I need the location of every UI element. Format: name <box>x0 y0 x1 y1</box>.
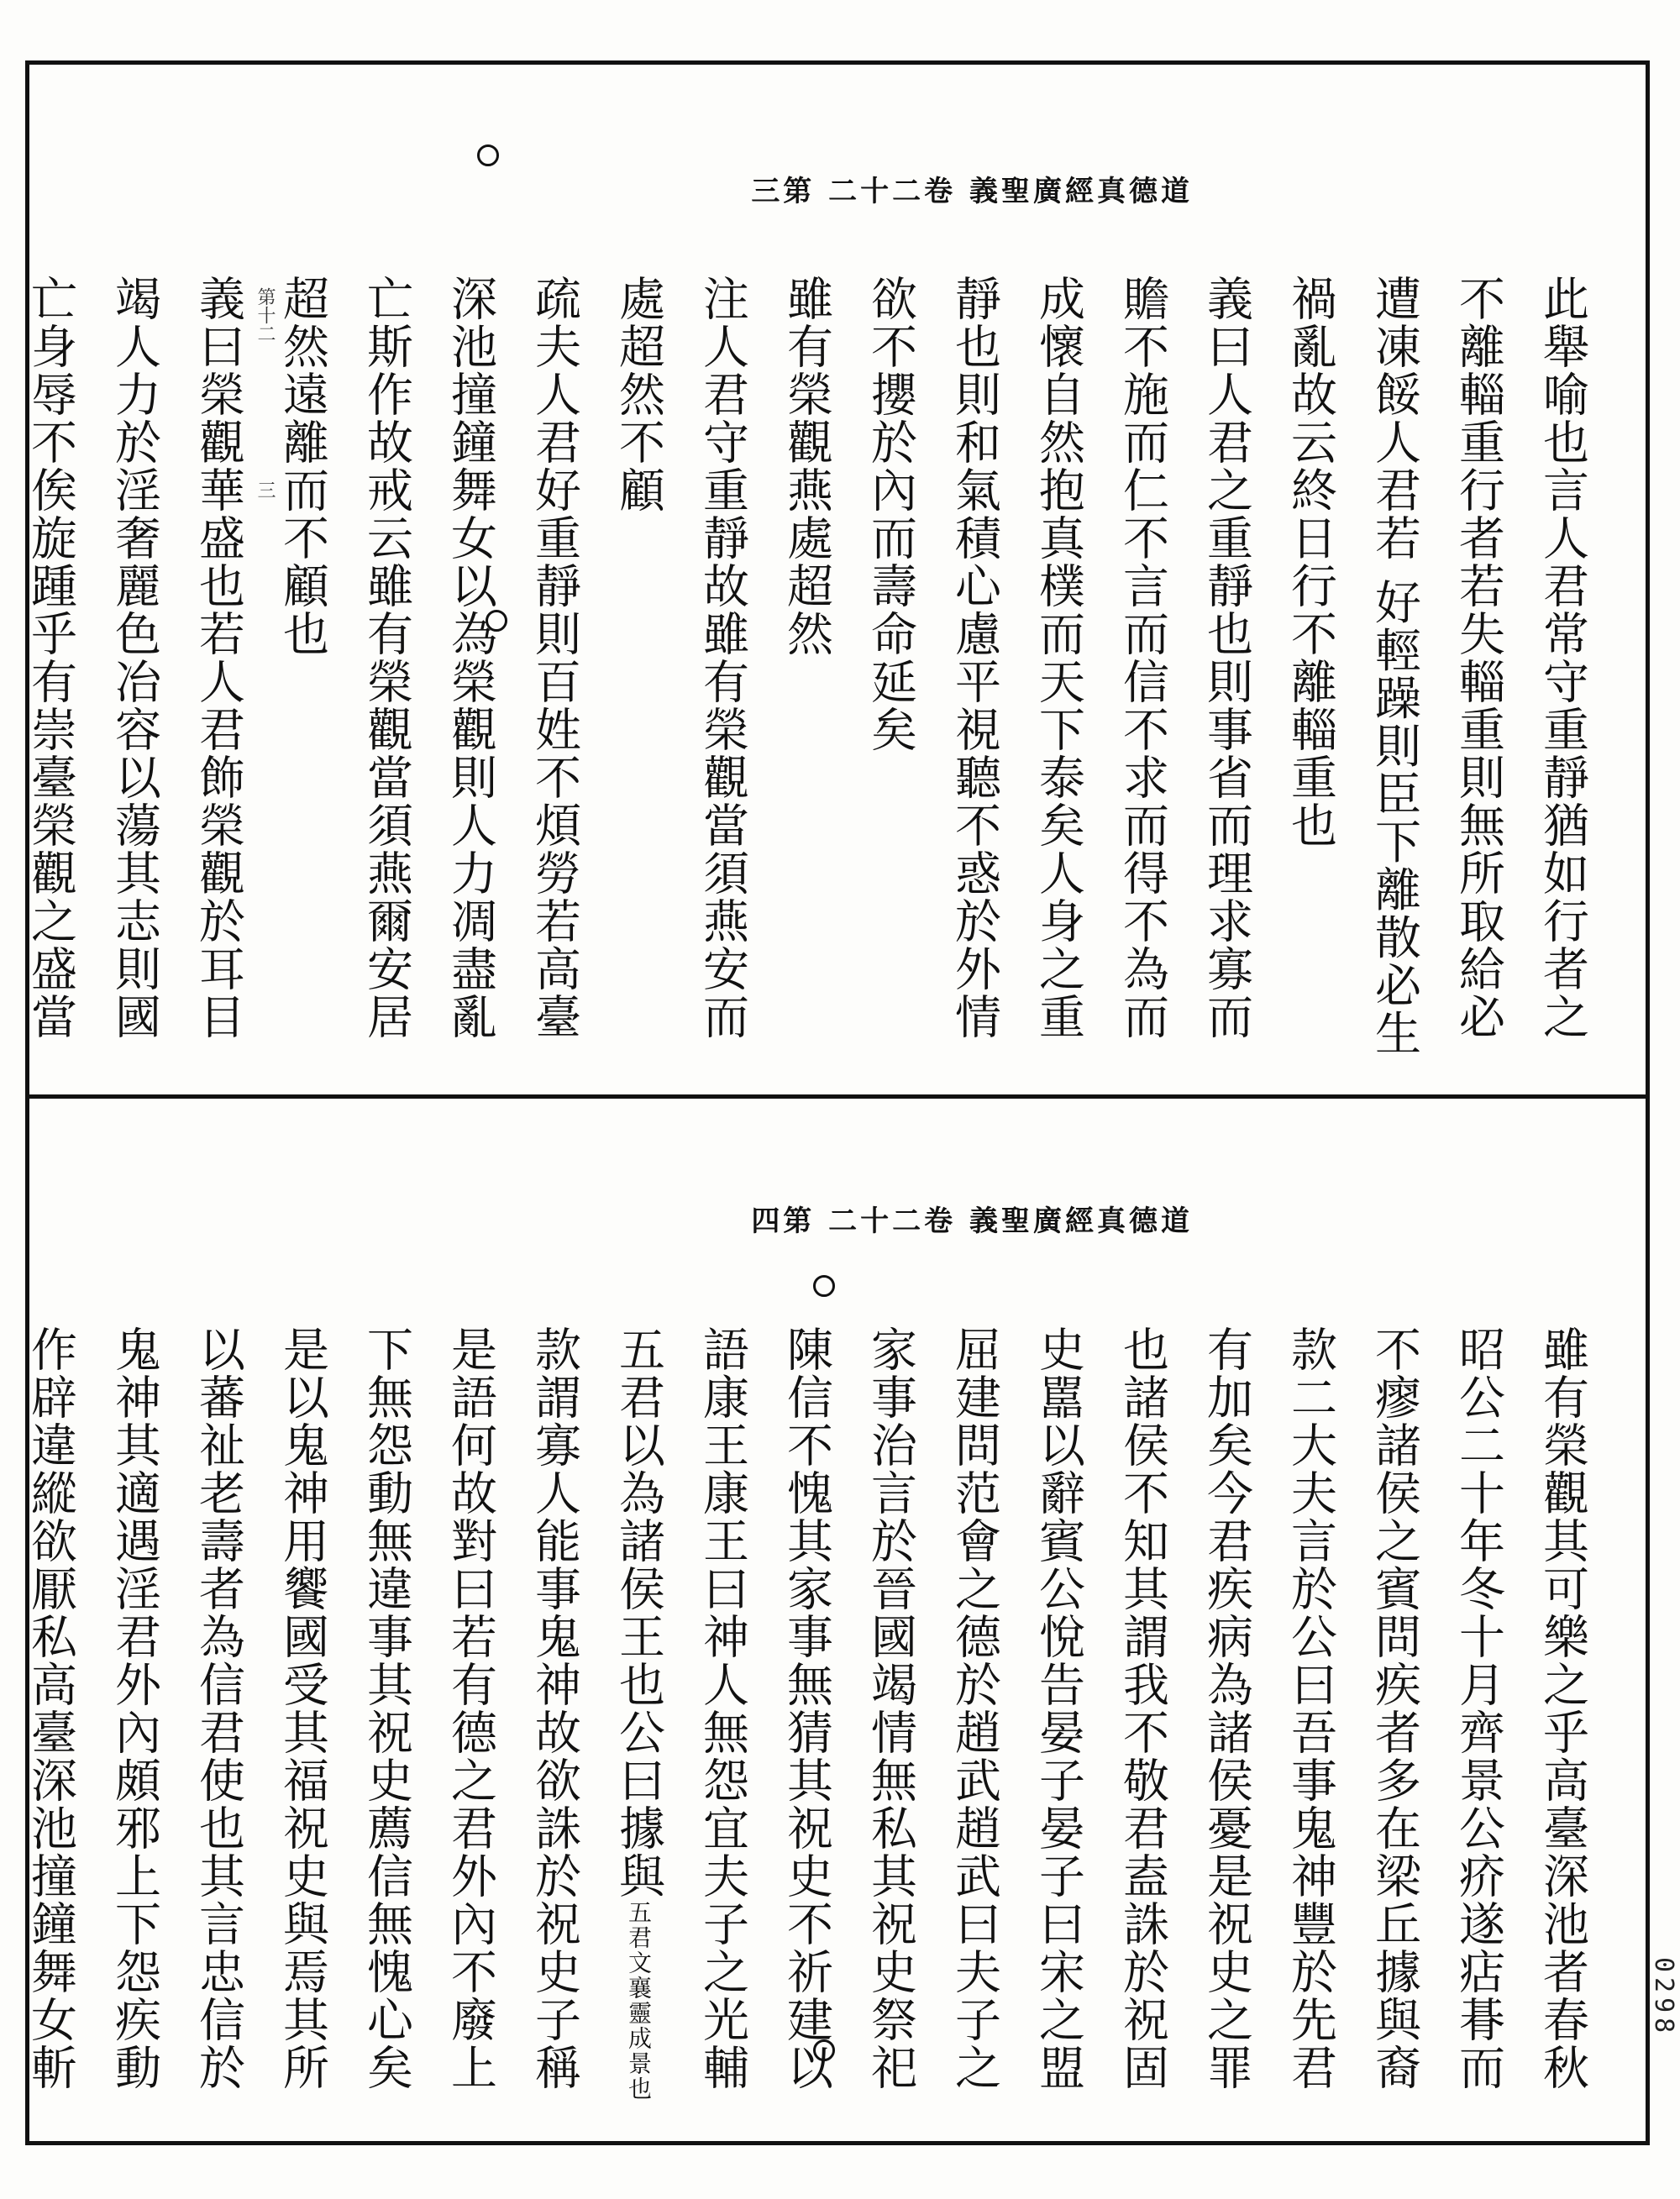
text-column: 雖有榮觀燕處超然 <box>780 275 833 658</box>
text-column: 作辟違縱欲厭私高臺深池撞鐘舞女斬 <box>24 1325 77 2091</box>
text-column: 款謂寡人能事鬼神故欲誅於祝史子稱 <box>528 1325 581 2091</box>
text-column: 亡斯作故戒云雖有榮觀當須燕爾安居 <box>360 275 413 1041</box>
text-block-top <box>0 275 1604 1098</box>
text-column: 不離輜重行者若失輜重則無所取給必 <box>1452 275 1505 1041</box>
text-column: 雖有榮觀其可樂之乎高臺深池者春秋 <box>1536 1325 1589 2091</box>
page-number: 0298 <box>1649 1957 1678 2039</box>
text-column: 屈建問范會之德於趙武趙武曰夫子之 <box>948 1325 1001 2091</box>
text-column: 竭人力於淫奢麗色冶容以蕩其志則國 <box>108 275 161 1041</box>
text-column: 深池撞鐘舞女以為榮觀則人力凋盡亂 <box>444 275 497 1041</box>
text-column: 處超然不顧 <box>612 275 665 514</box>
text-column: 義曰人君之重靜也則事省而理求寡而 <box>1200 275 1253 1041</box>
text-column: 遭凍餒人君若 好輕躁則臣下離散必生 <box>1368 275 1421 1058</box>
text-column: 鬼神其適遇淫君外內頗邪上下怨疾動 <box>108 1325 161 2091</box>
text-column: 欲不攖於內而壽命延矣 <box>864 275 917 753</box>
text-column: 款二大夫言於公曰吾事鬼神豐於先君 <box>1284 1325 1337 2091</box>
circle-mark-icon <box>813 1275 835 1297</box>
text-column: 禍亂故云終日行不離輜重也 <box>1284 275 1337 849</box>
text-column: 也諸侯不知其謂我不敬君盍誅於祝固 <box>1116 1325 1169 2091</box>
text-column: 靜也則和氣積心慮平視聽不惑於外情 <box>948 275 1001 1041</box>
text-column: 家事治言於晉國竭情無私其祝史祭祀 <box>864 1325 917 2091</box>
text-column: 陳信不愧其家事無猜其祝史不祈建以 <box>780 1325 833 2091</box>
text-column: 亡身辱不俟旋踵乎有崇臺榮觀之盛當 <box>24 275 77 1041</box>
text-column: 是語何故對曰若有德之君外內不廢上 <box>444 1325 497 2091</box>
text-block-bottom <box>0 1325 1604 2123</box>
margin-note: 三 <box>255 480 276 499</box>
text-column: 贍不施而仁不言而信不求而得不為而 <box>1116 275 1169 1041</box>
margin-note: 第十二 <box>255 287 276 343</box>
text-column: 有加矣今君疾病為諸侯憂是祝史之罪 <box>1200 1325 1253 2091</box>
text-column <box>0 275 8 1098</box>
text-column: 史嚚以辭賓公悅告晏子晏子曰宋之盟 <box>1032 1325 1085 2091</box>
text-column: 不瘳諸侯之賓問疾者多在梁丘據與裔 <box>1368 1325 1421 2091</box>
text-column: 以蕃祉老壽者為信君使也其言忠信於 <box>192 1325 245 2091</box>
text-column: 注人君守重靜故雖有榮觀當須燕安而 <box>696 275 749 1041</box>
text-column: 此舉喻也言人君常守重靜猶如行者之 <box>1536 275 1589 1041</box>
folio-header-top: 道德真經廣聖義 卷二十二 第三 <box>751 175 1193 208</box>
inline-note: 五君文襄靈成景也 <box>625 1900 653 2102</box>
text-column: 疏夫人君好重靜則百姓不煩勞若高臺 <box>528 275 581 1041</box>
text-column <box>596 1325 680 2123</box>
text-column: 語康王康王曰神人無怨宜夫子之光輔 <box>696 1325 749 2091</box>
text-column: 下無怨動無違事其祝史薦信無愧心矣 <box>360 1325 413 2091</box>
text-column: 義曰榮觀華盛也若人君飾榮觀於耳目 <box>192 275 245 1041</box>
text-segment: 五君以為諸侯王也公曰據與 <box>612 1325 665 1900</box>
text-column: 超然遠離而不顧也 <box>276 275 329 658</box>
folio-header-bottom: 道德真經廣聖義 卷二十二 第四 <box>751 1204 1193 1238</box>
folio-bottom <box>24 1100 1630 2145</box>
text-column <box>0 1325 8 2123</box>
text-column: 是以鬼神用饗國受其福祝史與焉其所 <box>276 1325 329 2091</box>
text-column: 成懷自然抱真樸而天下泰矣人身之重 <box>1032 275 1085 1041</box>
folio-top <box>24 60 1630 1094</box>
circle-mark-icon <box>477 144 499 166</box>
text-column: 昭公二十年冬十月齊景公疥遂痁朞而 <box>1452 1325 1505 2091</box>
